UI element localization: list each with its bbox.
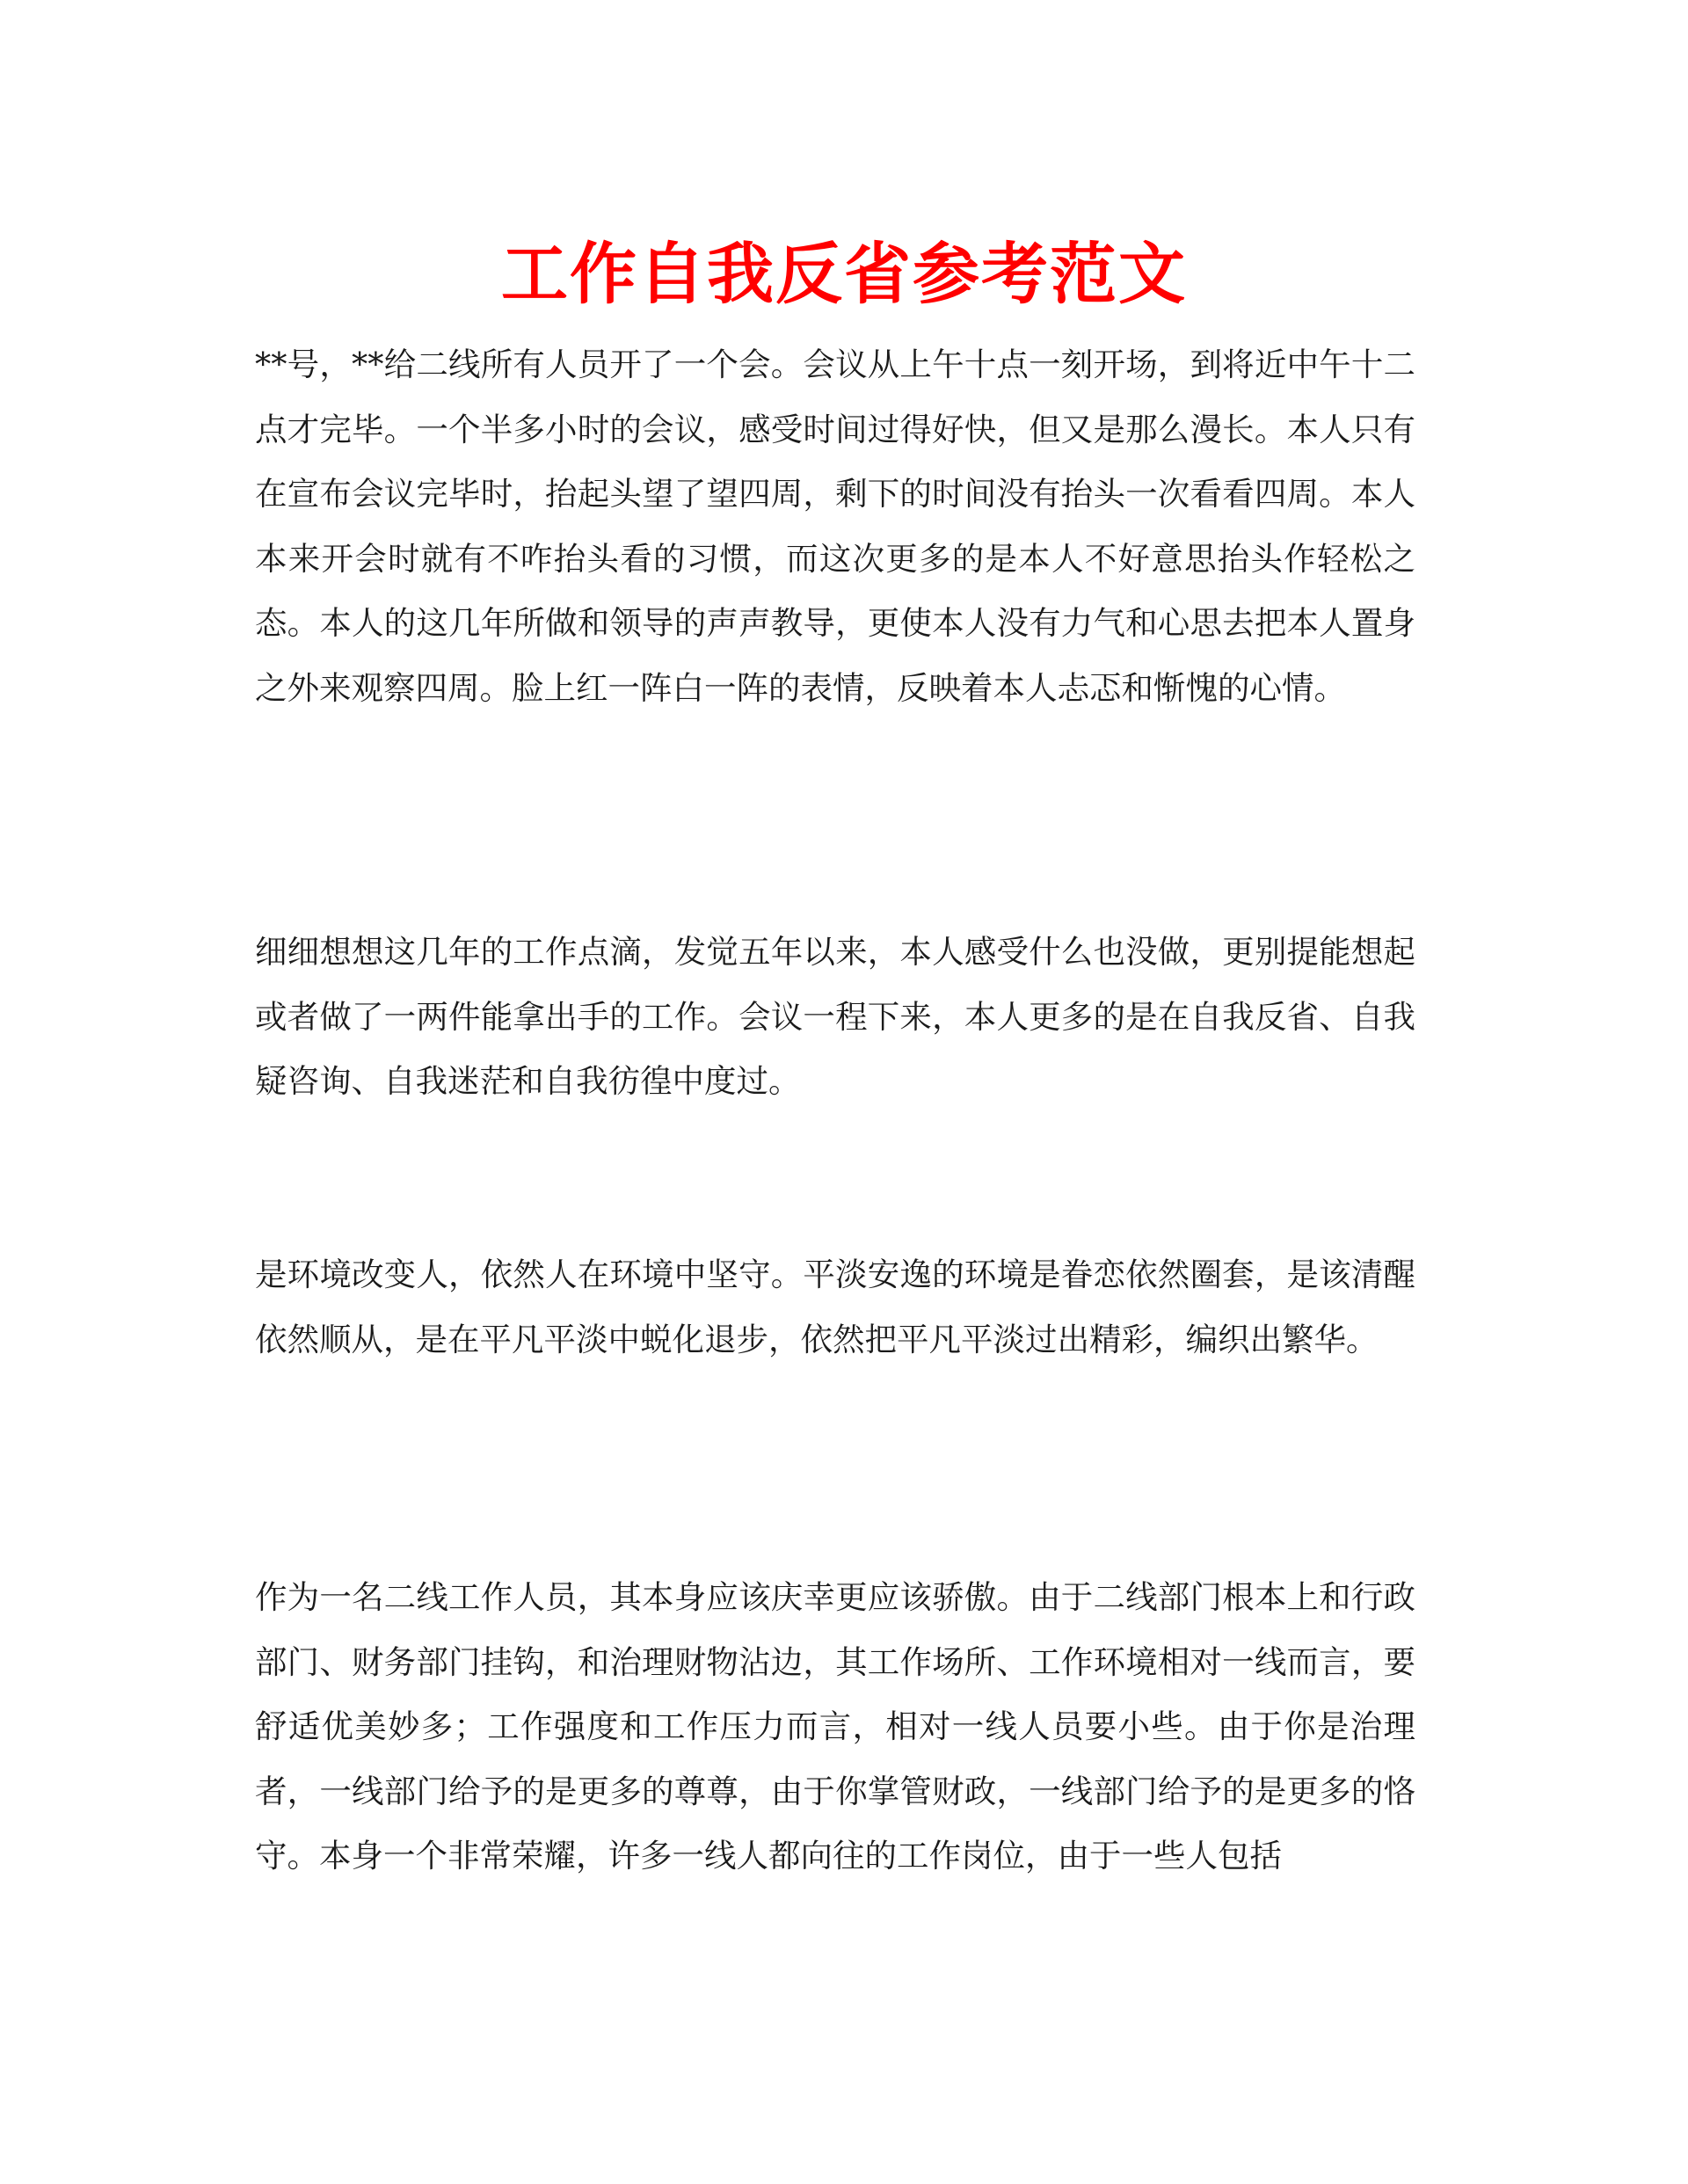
paragraph-3: 是环境改变人，依然人在环境中坚守。平淡安逸的环境是眷恋依然圈套，是该清醒依然顺从，是在平凡平淡中蜕化退步，依然把平凡平淡过出精彩，编织出繁华。 <box>255 1256 1415 1358</box>
document-title: 工作自我反省参考范文 <box>501 235 1187 313</box>
paragraph-2: 细细想想这几年的工作点滴，发觉五年以来，本人感受什么也没做，更别提能想起或者做了一两件能拿出手的工作。会议一程下来，本人更多的是在自我反省、自我疑咨询、自我迷茫和自我彷徨中度过。 <box>255 933 1415 1100</box>
paragraph-1: **号，**给二线所有人员开了一个会。会议从上午十点一刻开场，到将近中午十二点才完毕。一个半多小时的会议，感受时间过得好快，但又是那么漫长。本人只有在宣布会议完毕时，抬起头望了望四周，剩下的时间没有抬头一次看看四周。本人本来开会时就有不咋抬头看的习惯，而这次更多的是本人不好意思抬头作轻松之态。本人的这几年所做和领导的声声教导，更使本人没有力气和心思去把本人置身之外来观察四周。脸上红一阵白一阵的表情，反映着本人忐忑和惭愧的心情。 <box>255 346 1415 707</box>
paragraph-4: 作为一名二线工作人员，其本身应该庆幸更应该骄傲。由于二线部门根本上和行政部门、财务部门挂钩，和治理财物沾边，其工作场所、工作环境相对一线而言，要舒适优美妙多；工作强度和工作压力而言，相对一线人员要小些。由于你是治理者，一线部门给予的是更多的尊尊，由于你掌管财政，一线部门给予的是更多的恪守。本身一个非常荣耀，许多一线人都向往的工作岗位，由于一些人包括 <box>255 1578 1415 1875</box>
